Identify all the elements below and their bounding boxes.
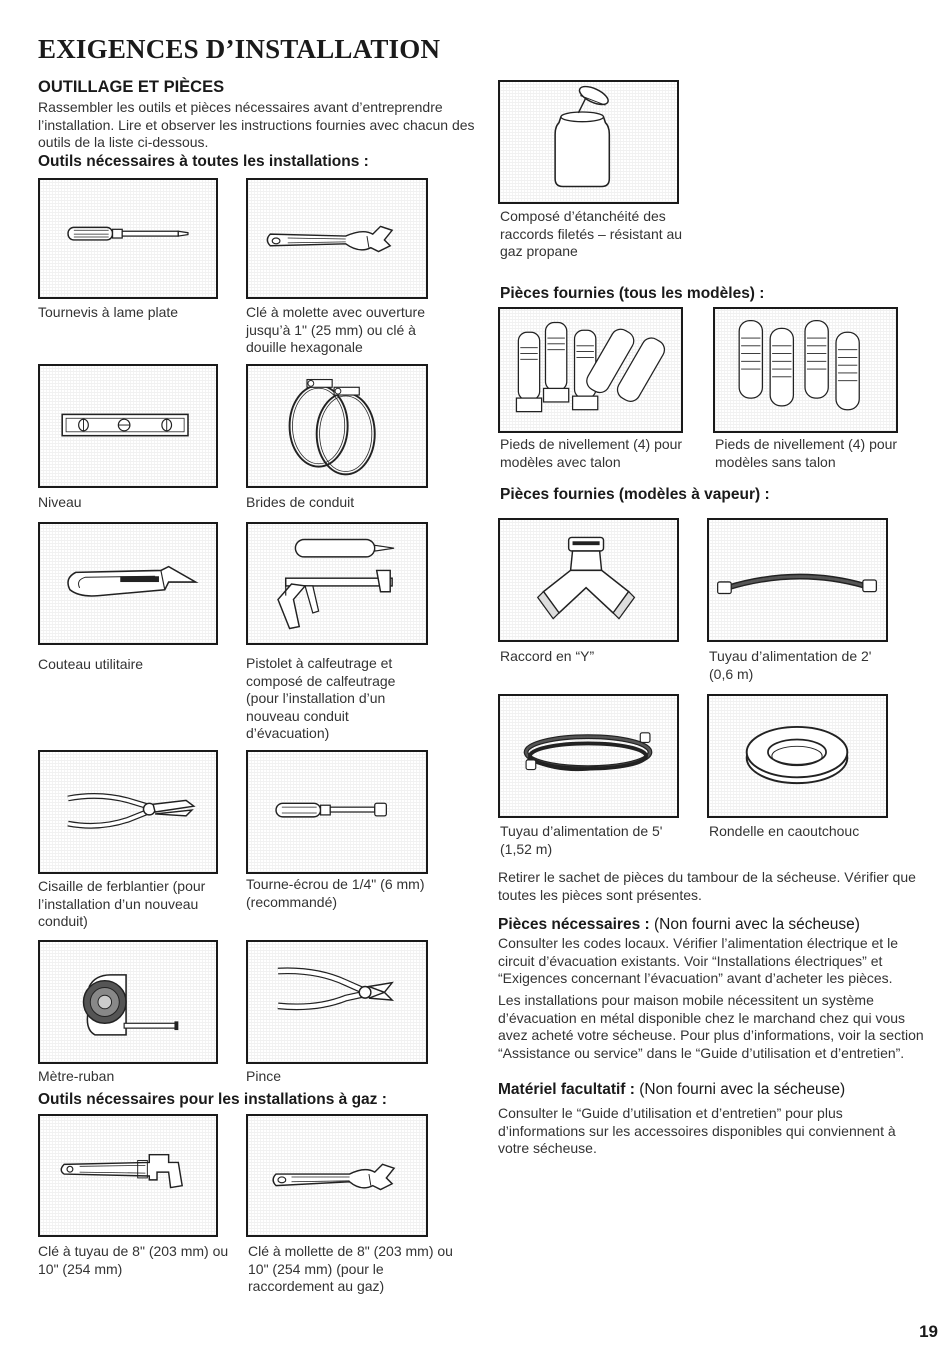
tin-snips-icon bbox=[40, 752, 216, 872]
adjwrench-figure bbox=[246, 1114, 428, 1237]
hose-5ft-caption: Tuyau d’alimentation de 5' (1,52 m) bbox=[500, 823, 663, 857]
pliers-caption: Pince bbox=[246, 1068, 282, 1084]
all-installations-heading: Outils nécessaires à toutes les installations : bbox=[38, 153, 369, 170]
page-title: EXIGENCES D’INSTALLATION bbox=[38, 34, 441, 64]
tape-figure bbox=[38, 940, 218, 1064]
optional-paragraph: Consulter le “Guide d’utilisation et d’entretien” pour plus d’informations sur les accessoires disponibles qui conviennent à votre sécheuse. bbox=[498, 1105, 896, 1156]
tools-intro: Rassembler les outils et pièces nécessaires avant d’entreprendre l’installation. Lire et observer les instructions fournies avec chacun des outils de la liste ci-dessous. bbox=[38, 99, 475, 150]
screwdriver-caption: Tournevis à lame plate bbox=[38, 304, 179, 320]
hose-5ft-figure bbox=[498, 694, 679, 818]
adjustable-wrench-icon bbox=[248, 180, 426, 297]
parts-all-heading: Pièces fournies (tous les modèles) : bbox=[500, 285, 765, 302]
compound-figure bbox=[498, 80, 679, 204]
feet-pedestal-caption: Pieds de nivellement (4) pour modèles avec talon bbox=[500, 436, 683, 470]
utility-knife-icon bbox=[40, 524, 216, 643]
tape-measure-icon bbox=[40, 942, 216, 1062]
feet-no-pedestal-caption: Pieds de nivellement (4) pour modèles sans talon bbox=[715, 436, 898, 470]
needed-parts-heading bbox=[498, 916, 860, 934]
adjwrench-caption: Clé à mollette de 8" (203 mm) ou 10" (254 mm) (pour le raccordement au gaz) bbox=[248, 1243, 453, 1294]
duct-clamps-icon bbox=[248, 366, 426, 486]
hose-2ft-figure bbox=[707, 518, 888, 642]
sealant-jar-icon bbox=[500, 82, 677, 202]
parts-steam-heading: Pièces fournies (modèles à vapeur) : bbox=[500, 486, 770, 503]
compound-caption: Composé d’étanchéité des raccords filetés – résistant au gaz propane bbox=[500, 208, 683, 259]
level-icon bbox=[40, 366, 216, 486]
caulk-figure bbox=[246, 522, 428, 645]
needed-parts-p2: Les installations pour maison mobile nécessitent un système d’évacuation en métal disponible chez le marchand chez qui vous avez acheté votre sécheuse. Pour plus d’informations, voir la section “Assistance ou service” dans le “Guide d’utilisation et d’entretien”. bbox=[498, 992, 924, 1061]
snips-figure bbox=[38, 750, 218, 874]
leveling-feet-icon bbox=[715, 309, 896, 431]
nut-driver-icon bbox=[248, 752, 426, 872]
washer-caption: Rondelle en caoutchouc bbox=[709, 823, 860, 839]
gas-installations-heading: Outils nécessaires pour les installations à gaz : bbox=[38, 1091, 387, 1108]
tools-heading: OUTILLAGE ET PIÈCES bbox=[38, 78, 225, 96]
clamps-figure bbox=[246, 364, 428, 488]
page-number: 19 bbox=[919, 1322, 938, 1341]
optional-label: Matériel facultatif : bbox=[498, 1081, 635, 1098]
pliers-figure bbox=[246, 940, 428, 1064]
adjustable-wrench-icon bbox=[248, 1116, 426, 1235]
needed-parts-p1: Consulter les codes locaux. Vérifier l’alimentation électrique et le circuit d’évacuation existants. Voir “Installations électriques” et “Exigences concernant l’évacuation” avant d’acheter les pièces. bbox=[498, 935, 898, 986]
feet-no-pedestal-figure bbox=[713, 307, 898, 433]
pipe-wrench-icon bbox=[40, 1116, 216, 1235]
screwdriver-icon bbox=[40, 180, 216, 297]
feet-pedestal-figure bbox=[498, 307, 683, 433]
washer-figure bbox=[707, 694, 888, 818]
hose-icon bbox=[709, 520, 886, 640]
clamps-caption: Brides de conduit bbox=[246, 494, 355, 510]
level-figure bbox=[38, 364, 218, 488]
hose-2ft-caption: Tuyau d’alimentation de 2' (0,6 m) bbox=[709, 648, 872, 682]
remove-parts-note: Retirer le sachet de pièces du tambour de la sécheuse. Vérifier que toutes les pièces sont présentes. bbox=[498, 869, 916, 903]
rubber-washer-icon bbox=[709, 696, 886, 816]
leveling-feet-icon bbox=[500, 309, 681, 431]
optional-heading bbox=[498, 1081, 845, 1099]
needed-parts-sub: (Non fourni avec la sécheuse) bbox=[649, 916, 860, 933]
hose-icon bbox=[500, 696, 677, 816]
pipewrench-figure bbox=[38, 1114, 218, 1237]
pipewrench-caption: Clé à tuyau de 8" (203 mm) ou 10" (254 mm) bbox=[38, 1243, 229, 1277]
wrench-caption: Clé à molette avec ouverture jusqu’à 1" (25 mm) ou clé à douille hexagonale bbox=[246, 304, 425, 355]
y-connector-caption: Raccord en “Y” bbox=[500, 648, 595, 664]
pliers-icon bbox=[248, 942, 426, 1062]
caulk-caption: Pistolet à calfeutrage et composé de calfeutrage (pour l’installation d’un nouveau conduit d’évacuation) bbox=[246, 655, 396, 741]
caulking-gun-icon bbox=[248, 524, 426, 643]
tape-caption: Mètre-ruban bbox=[38, 1068, 115, 1084]
y-connector-figure bbox=[498, 518, 679, 642]
knife-figure bbox=[38, 522, 218, 645]
snips-caption: Cisaille de ferblantier (pour l’installation d’un nouveau conduit) bbox=[38, 878, 206, 929]
knife-caption: Couteau utilitaire bbox=[38, 656, 144, 672]
optional-sub: (Non fourni avec la sécheuse) bbox=[634, 1081, 846, 1098]
screwdriver-figure bbox=[38, 178, 218, 299]
y-connector-icon bbox=[500, 520, 677, 640]
level-caption: Niveau bbox=[38, 494, 82, 510]
needed-parts-label: Pièces nécessaires : bbox=[498, 916, 650, 933]
nutdriver-figure bbox=[246, 750, 428, 874]
nutdriver-caption: Tourne-écrou de 1/4" (6 mm) (recommandé) bbox=[246, 876, 425, 910]
wrench-figure bbox=[246, 178, 428, 299]
